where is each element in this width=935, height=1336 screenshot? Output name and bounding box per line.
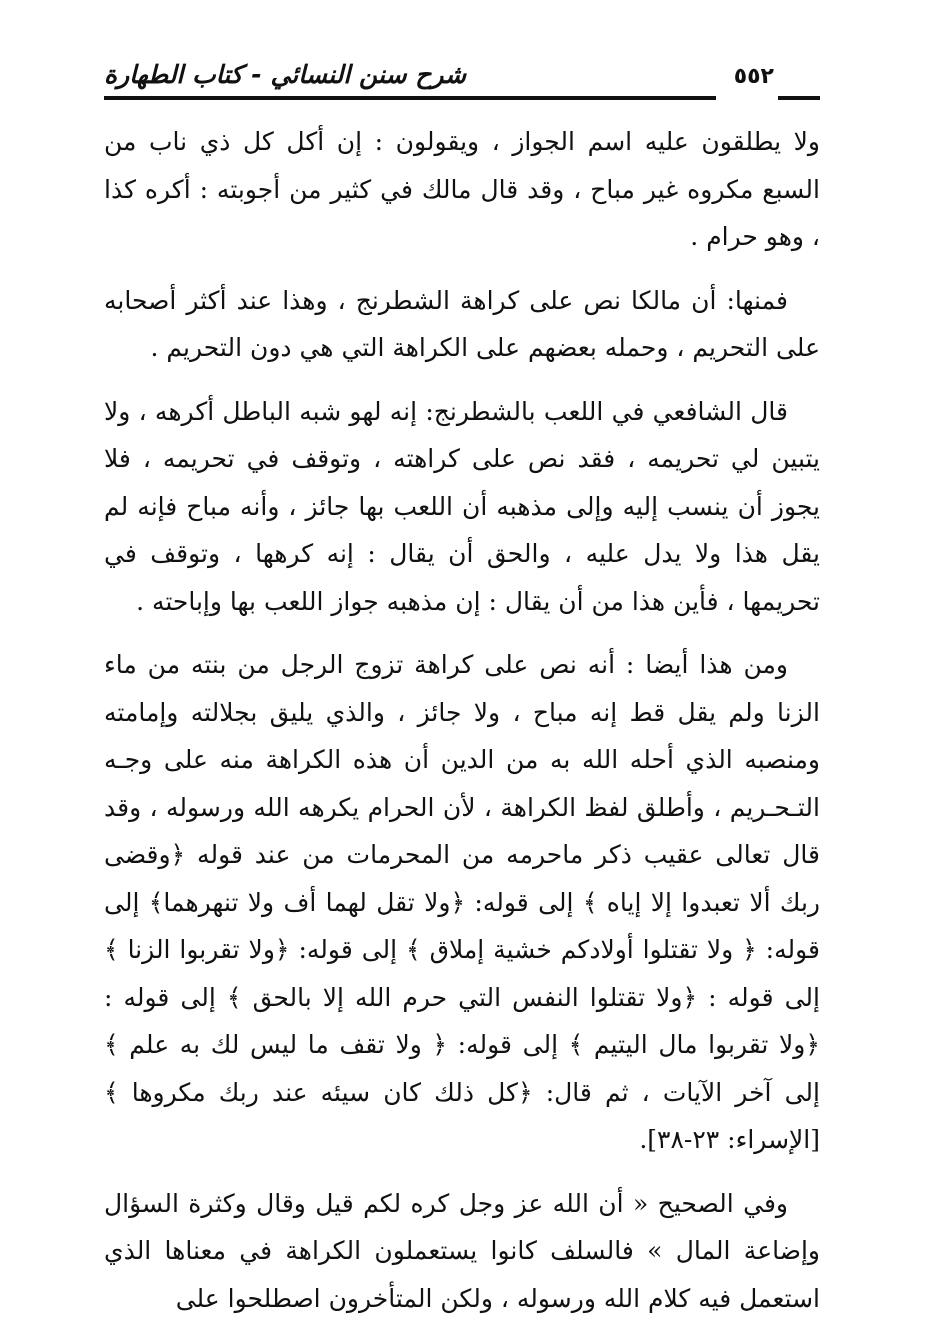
page-number: ٥٥٢ bbox=[733, 64, 774, 89]
paragraph: وفي الصحيح « أن الله عز وجل كره لكم قيل وقال وكثرة السؤال وإضاعة المال » فالسلف كانوا يستعملون الكراهة في معناها الذي استعمل فيه كلام الله ورسوله ، ولكن المتأخرون اصطلحوا على bbox=[104, 1188, 820, 1313]
paragraph: ومن هذا أيضا : أنه نص على كراهة تزوج الرجل من بنته من ماء الزنا ولم يقل قط إنه مباح ، ولا جائز ، والذي يليق بجلالته وإمامته ومنصبه الذي أحله الله به من الدين أن هذه الكراهة منه على وجـه التـحـريم ، وأطلق لفظ الكراهة ، لأن الحرام يكرهه الله ورسوله ، وقد قال تعالى عقيب ذكر ماحرمه من المحرمات من عند قوله ﴿وقضى ربك ألا تعبدوا إلا إياه ﴾ إلى قوله: ﴿ولا تقل لهما أف ولا تنهرهما﴾ إلى قوله: ﴿ ولا تقتلوا أولادكم خشية إملاق ﴾ إلى قوله: ﴿ولا تقربوا الزنا ﴾ إلى قوله : ﴿ولا تقتلوا النفس التي حرم الله إلا بالحق ﴾ إلى قوله : ﴿ولا تقربوا مال اليتيم ﴾ إلى قوله: ﴿ ولا تقف ما ليس لك به علم ﴾ إلى آخر الآيات ، ثم قال: ﴿كل ذلك كان سيئه عند ربك مكروها ﴾ [الإسراء: ٢٣-٣٨]. bbox=[104, 650, 821, 1154]
header-rule bbox=[104, 96, 716, 100]
paragraph: ولا يطلقون عليه اسم الجواز ، ويقولون : إن أكل كل ذي ناب من السبع مكروه غير مباح ، وقد قال مالك في كثير من أجوبته : أكره كذا ، وهو حرام . bbox=[104, 127, 820, 251]
paragraph: فمنها: أن مالكا نص على كراهة الشطرنج ، وهذا عند أكثر أصحابه على التحريم ، وحمله بعضهم على الكراهة التي هي دون التحريم . bbox=[104, 285, 820, 362]
running-header bbox=[104, 58, 820, 102]
paragraph: قال الشافعي في اللعب بالشطرنج: إنه لهو شبه الباطل أكرهه ، ولا يتبين لي تحريمه ، فقد نص على كراهته ، وتوقف في تحريمه ، فلا يجوز أن ينسب إليه وإلى مذهبه أن اللعب بها جائز ، وأنه مباح فإنه لم يقل هذا ولا يدل عليه ، والحق أن يقال : إنه كرهها ، وتوقف في تحريمها ، فأين هذا من أن يقال : إن مذهبه جواز اللعب بها وإباحته . bbox=[104, 396, 820, 616]
book-title: شرح سنن النسائي - كتاب الطهارة bbox=[104, 60, 467, 89]
page-body bbox=[104, 118, 820, 1322]
header-rule-short bbox=[778, 96, 820, 100]
